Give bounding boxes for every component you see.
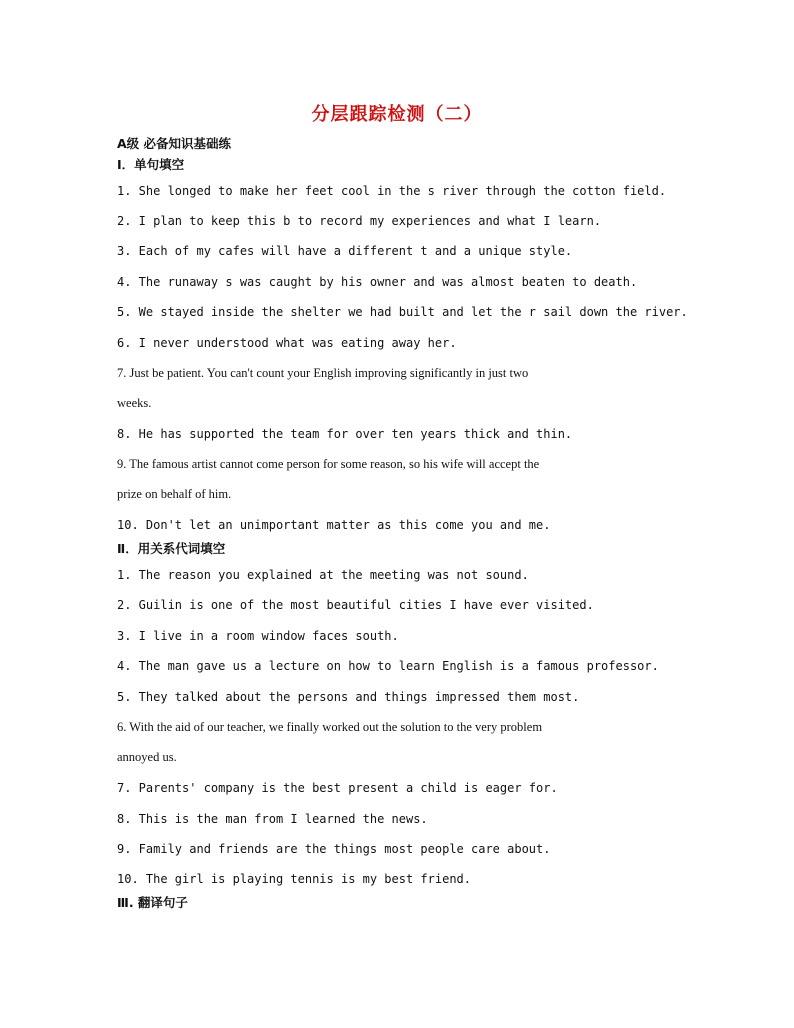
exercise-item: 3. Each of my cafes will have a different t and a unique style. bbox=[117, 244, 573, 258]
exercise-item: 8. He has supported the team for over ten years thick and thin. bbox=[117, 427, 573, 441]
exercise-item: 2. Guilin is one of the most beautiful cities I have ever visited. bbox=[117, 598, 594, 612]
exercise-item: 8. This is the man from I learned the news. bbox=[117, 812, 428, 826]
exercise-item: 10. The girl is playing tennis is my best friend. bbox=[117, 872, 472, 886]
section-heading-1: Ⅰ．单句填空 bbox=[117, 157, 185, 172]
exercise-item: 7. Just be patient. You can't count your English improving significantly in just two bbox=[117, 366, 529, 380]
exercise-item-continuation: prize on behalf of him. bbox=[117, 487, 232, 501]
page-title: 分层跟踪检测（二） bbox=[311, 104, 483, 125]
section-heading-3: Ⅲ. 翻译句子 bbox=[117, 895, 188, 910]
exercise-item-continuation: annoyed us. bbox=[117, 750, 177, 764]
exercise-item: 5. We stayed inside the shelter we had built and let the r sail down the river. bbox=[117, 305, 688, 319]
exercise-item: 3. I live in a room window faces south. bbox=[117, 629, 399, 643]
exercise-item-continuation: weeks. bbox=[117, 396, 152, 410]
exercise-item: 1. She longed to make her feet cool in the s river through the cotton field. bbox=[117, 184, 667, 198]
exercise-item: 9. The famous artist cannot come person for some reason, so his wife will accept the bbox=[117, 457, 540, 471]
exercise-item: 4. The runaway s was caught by his owner and was almost beaten to death. bbox=[117, 275, 638, 289]
section-heading-2: Ⅱ．用关系代词填空 bbox=[117, 541, 226, 556]
exercise-item: 9. Family and friends are the things most people care about. bbox=[117, 842, 551, 856]
exercise-item: 4. The man gave us a lecture on how to learn English is a famous professor. bbox=[117, 659, 659, 673]
exercise-item: 2. I plan to keep this b to record my experiences and what I learn. bbox=[117, 214, 602, 228]
exercise-item: 6. With the aid of our teacher, we finally worked out the solution to the very problem bbox=[117, 720, 543, 734]
exercise-item: 1. The reason you explained at the meeting was not sound. bbox=[117, 568, 529, 582]
exercise-item: 7. Parents' company is the best present a child is eager for. bbox=[117, 781, 558, 795]
exercise-item: 5. They talked about the persons and things impressed them most. bbox=[117, 690, 580, 704]
level-label: A级 必备知识基础练 bbox=[117, 136, 232, 151]
exercise-item: 6. I never understood what was eating away her. bbox=[117, 336, 457, 350]
exercise-item: 10. Don't let an unimportant matter as this come you and me. bbox=[117, 518, 551, 532]
